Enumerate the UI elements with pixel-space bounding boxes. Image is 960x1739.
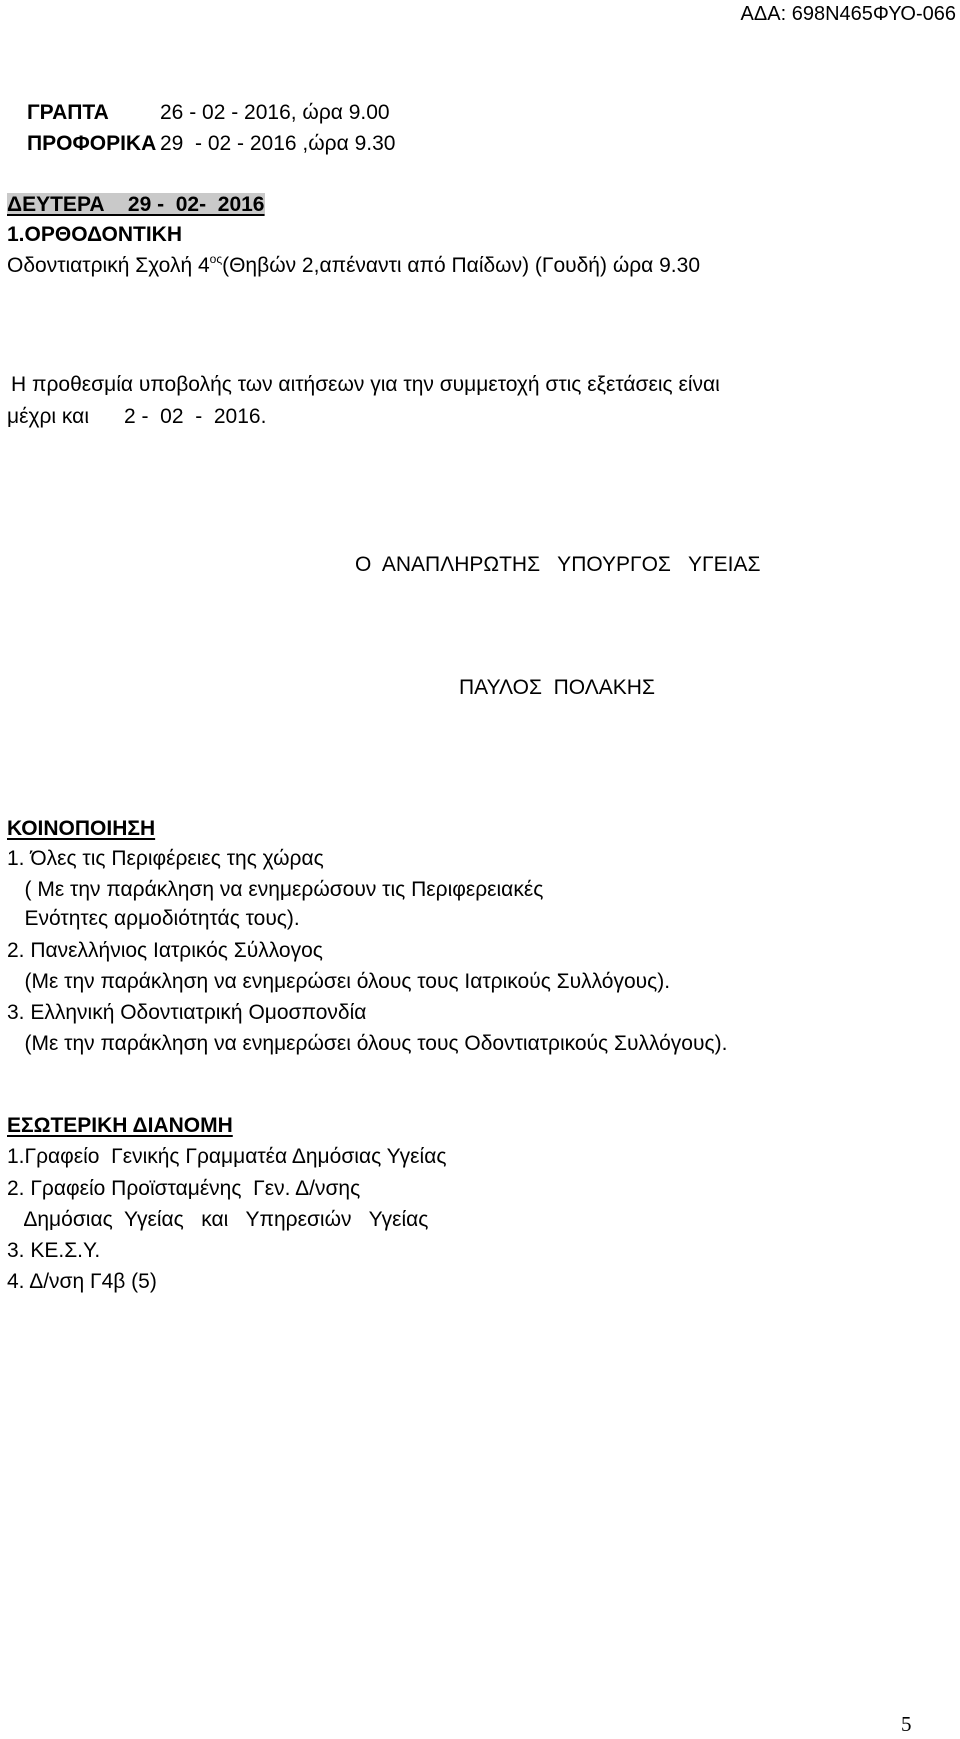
notification-line: (Με την παράκληση να ενημερώσει όλους τους Ιατρικούς Συλλόγους). [7,970,671,993]
written-exam-date: 26 - 02 - 2016, ώρα 9.00 [160,101,390,124]
notification-line: Ενότητες αρμοδιότητάς τους). [7,907,300,930]
internal-distribution-line: 3. ΚΕ.Σ.Υ. [7,1239,101,1262]
exam-location: Οδοντιατρική Σχολή $4^{o\varsigma}(\Theta\eta\beta ώ\nu$ 2,απέναντι από Παίδων) (Γουδή) ώρα 9.30 [7,252,701,277]
signature-name: ΠΑΥΛΟΣ ΠΟΛΑΚΗΣ [459,676,655,699]
notification-line: 1. Όλες τις Περιφέρειες της χώρας [7,847,324,870]
notification-line: 2. Πανελλήνιος Ιατρικός Σύλλογος [7,939,323,962]
notification-heading: ΚΟΙΝΟΠΟΙΗΣΗ [7,817,156,840]
oral-exam-date: 29 - 02 - 2016 ,ώρα 9.30 [160,132,396,155]
internal-distribution-line: 2. Γραφείο Προϊσταμένης Γεν. Δ/νσης [7,1177,361,1200]
written-exam-label: ΓΡΑΠΤΑ [27,101,109,124]
subject-title: 1.ΟΡΘΟΔΟΝΤΙΚΗ [7,223,182,246]
internal-distribution-line: 4. Δ/νση Γ4β (5) [7,1270,157,1293]
notification-line: 3. Ελληνική Οδοντιατρική Ομοσπονδία [7,1001,367,1024]
deadline-line-2: μέχρι και 2 - 02 - 2016. [7,405,267,428]
notification-line: ( Με την παράκληση να ενημερώσουν τις Περιφερειακές [7,878,544,901]
deadline-line-1: Η προθεσμία υποβολής των αιτήσεων για την συμμετοχή στις εξετάσεις είναι [11,373,720,396]
internal-distribution-line: Δημόσιας Υγείας και Υπηρεσιών Υγείας [7,1208,429,1231]
internal-distribution-heading: ΕΣΩΤΕΡΙΚΗ ΔΙΑΝΟΜΗ [7,1114,233,1137]
notification-line: (Με την παράκληση να ενημερώσει όλους τους Οδοντιατρικούς Συλλόγους). [7,1032,728,1055]
oral-exam-label: ΠΡΟΦΟΡΙΚΑ [27,132,157,155]
ada-code: ΑΔΑ: 698Ν465ΦΥΟ-066 [740,3,956,25]
signature-title: Ο ΑΝΑΠΛΗΡΩΤΗΣ ΥΠΟΥΡΓΟΣ ΥΓΕΙΑΣ [355,553,761,576]
internal-distribution-line: 1.Γραφείο Γενικής Γραμματέα Δημόσιας Υγείας [7,1145,447,1168]
page-number: 5 [901,1712,912,1736]
monday-heading: ΔΕΥΤΕΡΑ 29 - 02- 2016 [7,193,265,216]
